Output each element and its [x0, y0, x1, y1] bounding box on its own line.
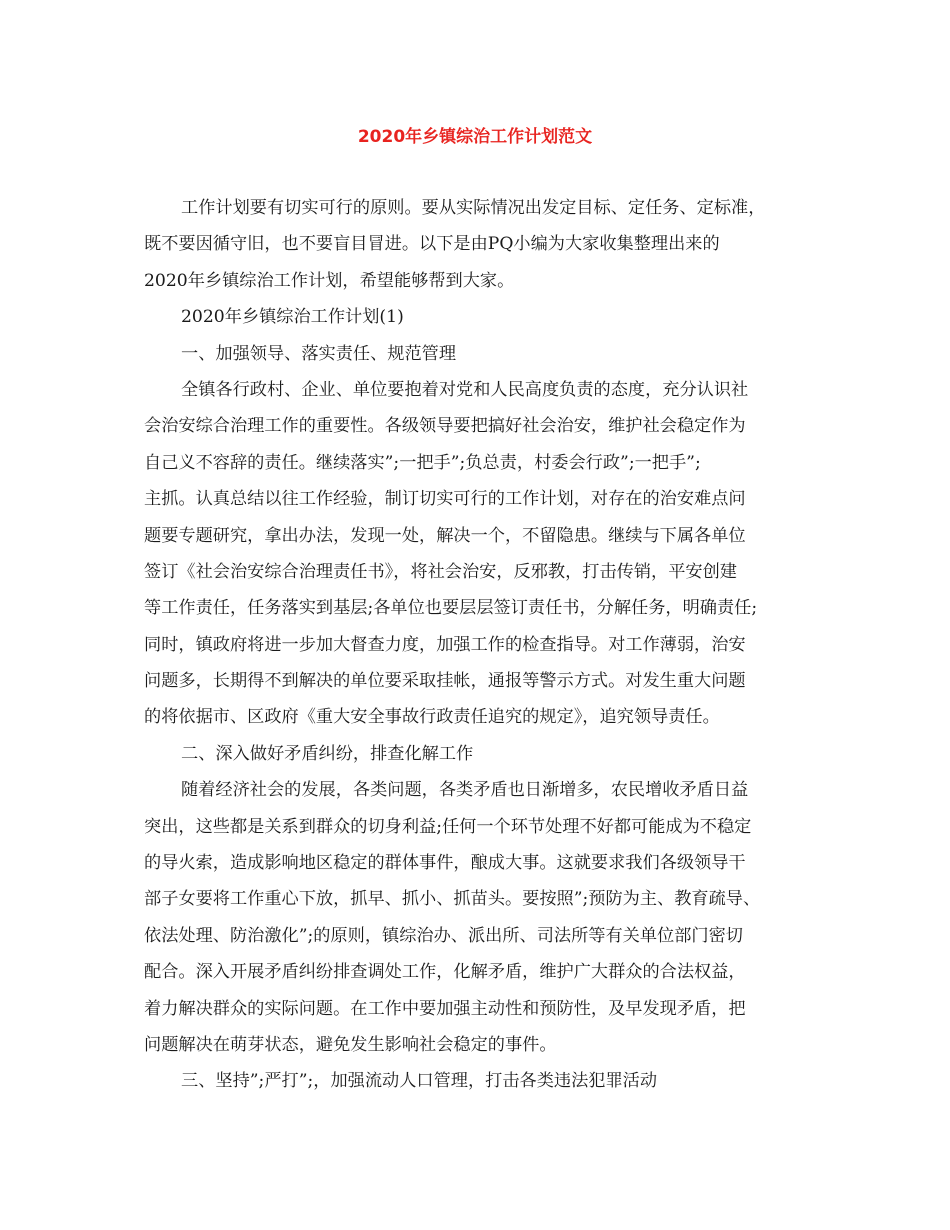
- text-line: 既不要因循守旧，也不要盲目冒进。以下是由PQ小编为大家收集整理出来的: [144, 234, 720, 255]
- text-line: 的导火索，造成影响地区稳定的群体事件，酿成大事。这就要求我们各级领导干: [144, 853, 746, 874]
- text-line: 一、加强领导、落实责任、规范管理: [181, 343, 457, 364]
- text-line: 突出，这些都是关系到群众的切身利益;任何一个环节处理不好都可能成为不稳定: [144, 816, 752, 837]
- text-line: 着力解决群众的实际问题。在工作中要加强主动性和预防性，及早发现矛盾，把: [144, 998, 746, 1019]
- text-line: 三、坚持”;严打”;，加强流动人口管理，打击各类违法犯罪活动: [181, 1071, 658, 1092]
- text-line: 题要专题研究，拿出办法，发现一处，解决一个，不留隐患。继续与下属各单位: [144, 525, 746, 546]
- text-line: 2020年乡镇综治工作计划(1): [181, 307, 404, 328]
- text-line: 等工作责任，任务落实到基层;各单位也要层层签订责任书，分解任务，明确责任;: [144, 598, 758, 619]
- text-line: 会治安综合治理工作的重要性。各级领导要把搞好社会治安，维护社会稳定作为: [144, 416, 746, 437]
- text-line: 签订《社会治安综合治理责任书》，将社会治安，反邪教，打击传销，平安创建: [144, 561, 737, 582]
- document-body: [144, 190, 814, 1100]
- text-line: 问题多，长期得不到解决的单位要采取挂帐，通报等警示方式。对发生重大问题: [144, 671, 746, 692]
- text-line: 全镇各行政村、企业、单位要抱着对党和人民高度负责的态度，充分认识社: [181, 379, 749, 400]
- text-line: 的将依据市、区政府《重大安全事故行政责任追究的规定》，追究领导责任。: [144, 707, 720, 728]
- document-title: 2020年乡镇综治工作计划范文: [357, 127, 593, 147]
- text-line: 配合。深入开展矛盾纠纷排查调处工作，化解矛盾，维护广大群众的合法权益，: [144, 962, 746, 983]
- text-line: 同时，镇政府将进一步加大督查力度，加强工作的检查指导。对工作薄弱，治安: [144, 634, 746, 655]
- text-line: 2020年乡镇综治工作计划，希望能够帮到大家。: [144, 270, 515, 291]
- text-line: 二、深入做好矛盾纠纷，排查化解工作: [181, 743, 474, 764]
- text-line: 主抓。认真总结以往工作经验，制订切实可行的工作计划，对存在的治安难点问: [144, 489, 746, 510]
- text-line: 自己义不容辞的责任。继续落实”;一把手”;负总责，村委会行政”;一把手”;: [144, 452, 701, 473]
- text-line: 工作计划要有切实可行的原则。要从实际情况出发定目标、定任务、定标准，: [181, 198, 766, 218]
- text-line: 随着经济社会的发展，各类问题，各类矛盾也日渐增多，农民增收矛盾日益: [181, 780, 749, 801]
- text-line: 问题解决在萌芽状态，避免发生影响社会稳定的事件。: [144, 1034, 557, 1055]
- text-line: 依法处理、防治激化”;的原则，镇综治办、派出所、司法所等有关单位部门密切: [144, 925, 743, 946]
- text-line: 部子女要将工作重心下放，抓早、抓小、抓苗头。要按照”;预防为主、教育疏导、: [144, 889, 761, 910]
